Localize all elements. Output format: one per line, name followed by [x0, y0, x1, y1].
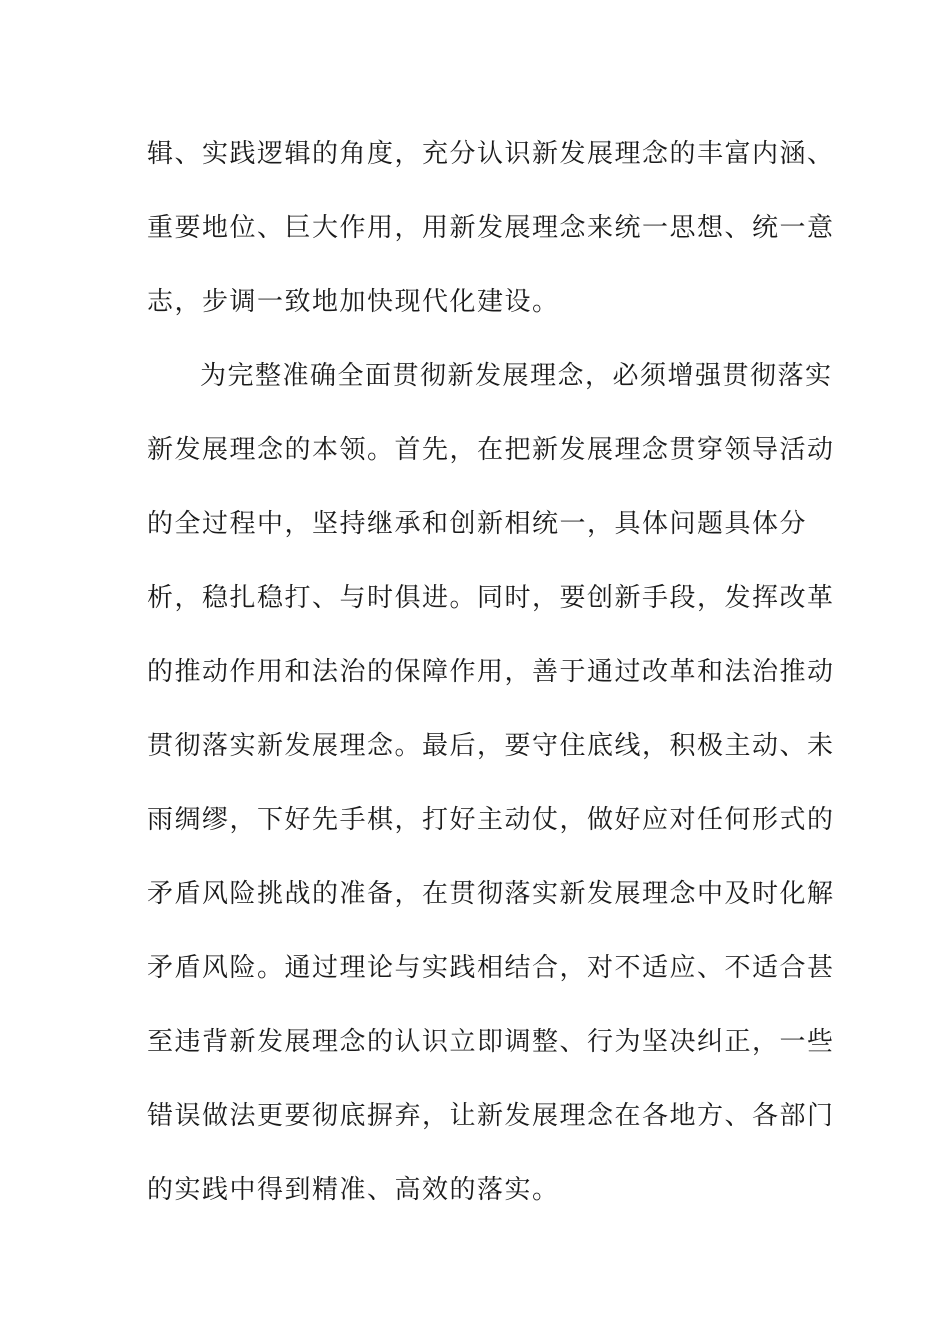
body-text: [147, 127, 835, 1237]
paragraph-2-line-7: 雨绸缪，下好先手棋，打好主动仗，做好应对任何形式的: [147, 805, 835, 835]
paragraph-2-line-5: 的推动作用和法治的保障作用，善于通过改革和法治推动: [147, 657, 835, 687]
paragraph-2-line-10: 至违背新发展理念的认识立即调整、行为坚决纠正，一些: [147, 1027, 835, 1057]
paragraph-2-line-3: 的全过程中，坚持继承和创新相统一，具体问题具体分: [147, 509, 808, 539]
paragraph-2-line-1: 为完整准确全面贯彻新发展理念，必须增强贯彻落实: [200, 361, 833, 391]
paragraph-1-line-2: 重要地位、巨大作用，用新发展理念来统一思想、统一意: [147, 213, 835, 243]
paragraph-2-line-11: 错误做法更要彻底摒弃，让新发展理念在各地方、各部门: [147, 1101, 835, 1131]
paragraph-2-line-4: 析，稳扎稳打、与时俱进。同时，要创新手段，发挥改革: [147, 583, 835, 613]
paragraph-1-line-1: 辑、实践逻辑的角度，充分认识新发展理念的丰富内涵、: [147, 139, 835, 169]
paragraph-1-line-3: 志，步调一致地加快现代化建设。: [147, 287, 560, 317]
paragraph-2-line-6: 贯彻落实新发展理念。最后，要守住底线，积极主动、未: [147, 731, 835, 761]
paragraph-2-line-9: 矛盾风险。通过理论与实践相结合，对不适应、不适合甚: [147, 953, 835, 983]
paragraph-2-line-2: 新发展理念的本领。首先，在把新发展理念贯穿领导活动: [147, 435, 835, 465]
paragraph-2-line-8: 矛盾风险挑战的准备，在贯彻落实新发展理念中及时化解: [147, 879, 835, 909]
paragraph-2-line-12: 的实践中得到精准、高效的落实。: [147, 1175, 560, 1205]
